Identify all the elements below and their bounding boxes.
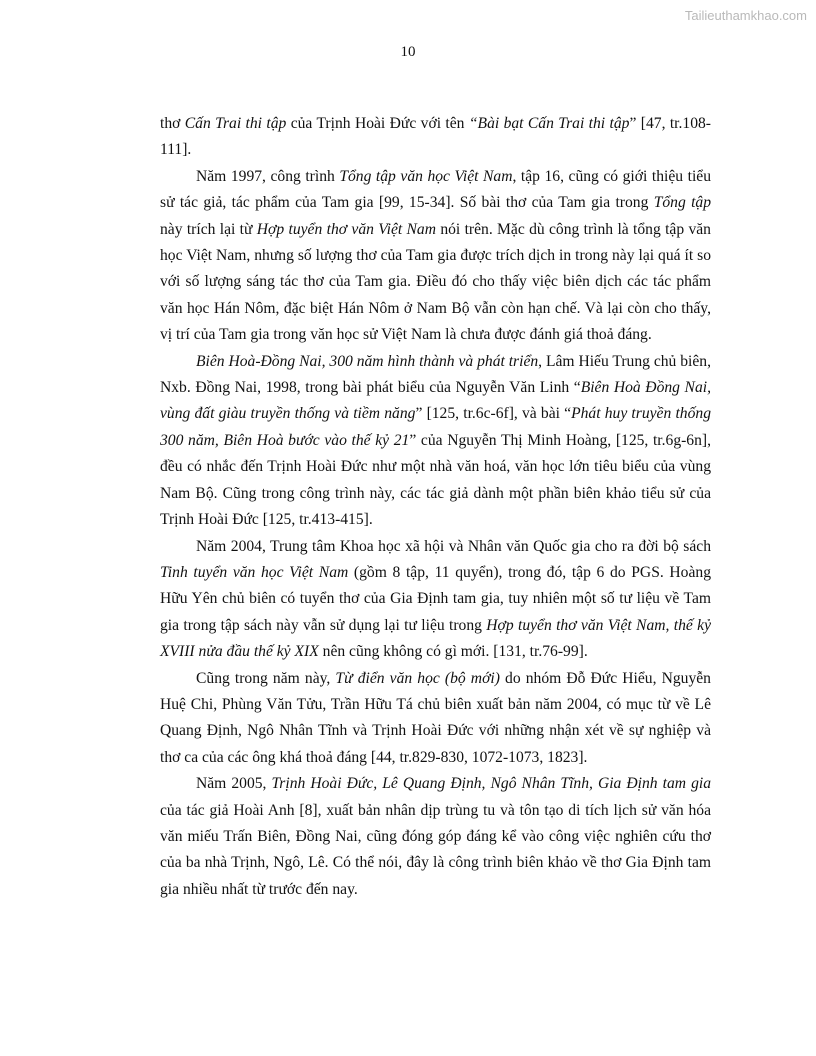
paragraph-6 xyxy=(160,771,711,903)
italic-title-text: Phát huy truyền thống 300 năm, Biên Hoà bước vào thế kỷ 21 xyxy=(160,405,711,449)
paragraph-3 xyxy=(160,349,711,534)
watermark-text: Tailieuthamkhao.com xyxy=(684,8,807,23)
text-run: nên cũng không có gì mới. [131, tr.76-99]. xyxy=(318,643,588,661)
text-run: , tập 16, cũng có giới thiệu tiểu sử tác giả, tác phẩm của Tam gia [99, 15-34]. Số bài thơ của Tam gia trong xyxy=(160,167,711,212)
paragraph-2 xyxy=(160,164,711,349)
italic-title-text: Tổng tập văn học Việt Nam xyxy=(339,167,513,185)
italic-title-text: Tinh tuyển văn học Việt Nam xyxy=(160,563,349,581)
italic-title-text: Hợp tuyển thơ văn Việt Nam, thế kỷ XVIII nửa đầu thế kỷ XIX xyxy=(160,616,711,661)
text-run: thơ xyxy=(160,115,185,132)
text-run: Năm 2005, xyxy=(196,775,272,793)
italic-title-text: Biên Hoà Đồng Nai, vùng đất giàu truyền thống và tiềm năng xyxy=(160,379,711,423)
italic-title-text: “Bài bạt Cấn Trai thi tập xyxy=(468,115,630,132)
page-number: 10 xyxy=(400,44,416,60)
document-body xyxy=(160,111,711,903)
italic-title-text: Trịnh Hoài Đức, Lê Quang Định, Ngô Nhân Tĩnh, Gia Định tam gia xyxy=(271,775,711,793)
text-run: này trích lại từ xyxy=(160,220,257,238)
text-run: ” [125, tr.6c-6f], và bài “ xyxy=(415,405,572,423)
text-run: ” của Nguyễn Thị Minh Hoàng, [125, tr.6g-6n], đều có nhắc đến Trịnh Hoài Đức như một nhà văn hoá, văn học lớn tiêu biểu của vùng Nam Bộ. Cũng trong công trình này, các tác giả dành một phần biên khảo tiểu sử của Trịnh Hoài Đức [125, tr.413-415]. xyxy=(160,431,711,529)
text-run: Cũng trong năm này, xyxy=(196,669,336,687)
italic-title-text: Tổng tập xyxy=(653,194,711,212)
text-run: (gồm 8 tập, 11 quyển), trong đó, tập 6 do PGS. Hoàng Hữu Yên chủ biên có tuyển thơ của Gia Định tam gia, tuy nhiên một số tư liệu về Tam gia trong tập sách này vẫn sử dụng lại tư liệu trong xyxy=(160,563,711,634)
text-run: của Trịnh Hoài Đức với tên xyxy=(286,115,469,132)
italic-title-text: Cấn Trai thi tập xyxy=(184,115,287,132)
italic-title-text: Biên Hoà-Đồng Nai, 300 năm hình thành và phát triển xyxy=(196,352,539,370)
text-run: của tác giả Hoài Anh [8], xuất bản nhân dịp trùng tu và tôn tạo di tích lịch sử văn hóa văn miếu Trấn Biên, Đồng Nai, cũng đóng góp đáng kể vào công việc nghiên cứu thơ của ba nhà Trịnh, Ngô, Lê. Có thể nói, đây là công trình biên khảo về thơ Gia Định tam gia nhiều nhất từ trước đến nay. xyxy=(160,801,711,898)
text-run: Năm 2004, Trung tâm Khoa học xã hội và Nhân văn Quốc gia cho ra đời bộ sách xyxy=(196,537,711,555)
text-run: , Lâm Hiếu Trung chủ biên, Nxb. Đồng Nai, 1998, trong bài phát biểu của Nguyễn Văn Linh “ xyxy=(160,352,711,397)
text-run: Năm 1997, công trình xyxy=(196,167,340,185)
paragraph-5 xyxy=(160,666,711,772)
text-run: do nhóm Đỗ Đức Hiểu, Nguyễn Huệ Chi, Phùng Văn Tửu, Trần Hữu Tá chủ biên xuất bản năm 2004, có mục từ về Lê Quang Định, Ngô Nhân Tĩnh và Trịnh Hoài Đức với những nhận xét về sự nghiệp và thơ ca của các ông khá thoả đáng [44, tr.829-830, 1072-1073, 1823]. xyxy=(160,669,711,766)
italic-title-text: Hợp tuyển thơ văn Việt Nam xyxy=(256,220,436,238)
text-run: ” [47, tr.108-111]. xyxy=(160,115,711,159)
italic-title-text: Từ điển văn học (bộ mới) xyxy=(335,669,500,687)
paragraph-1 xyxy=(160,111,711,164)
text-run: nói trên. Mặc dù công trình là tổng tập văn học Việt Nam, nhưng số lượng thơ của Tam gia được trích dịch in trong này lại quá ít so với số lượng sáng tác thơ của Tam gia. Điều đó cho thấy việc biên dịch các tác phẩm văn học Hán Nôm, đặc biệt Hán Nôm ở Nam Bộ vẫn còn hạn chế. Và lại còn cho thấy, vị trí của Tam gia trong văn học sử Việt Nam là chưa được đánh giá thoả đáng. xyxy=(160,220,711,344)
paragraph-4 xyxy=(160,534,711,666)
